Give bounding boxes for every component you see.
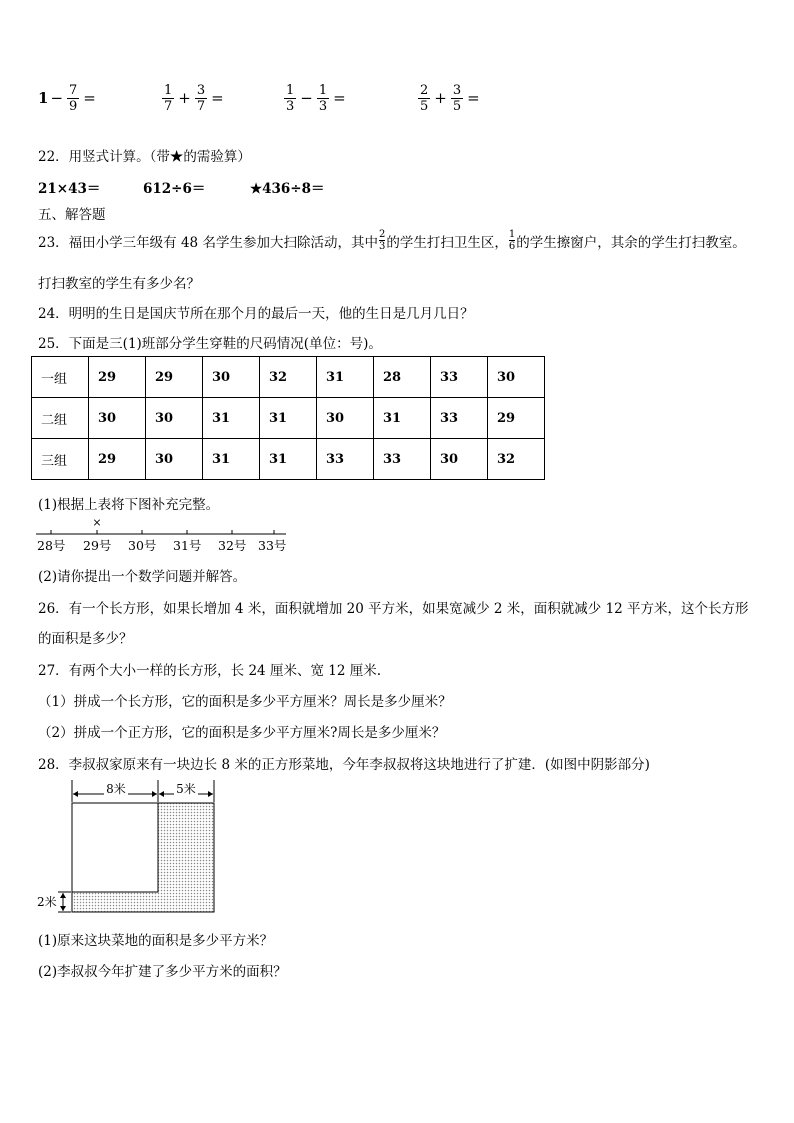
row-label: 三组 bbox=[32, 439, 89, 480]
q23-text-a: 23．福田小学三年级有 48 名学生参加大扫除活动，其中 bbox=[38, 234, 378, 251]
table-cell: 30 bbox=[317, 398, 374, 439]
equals: = bbox=[211, 89, 224, 107]
q23-text-b: 的学生打扫卫生区， bbox=[386, 234, 508, 251]
garden-diagram bbox=[34, 778, 224, 918]
table-cell: 31 bbox=[260, 439, 317, 480]
q25-sub1: (1)根据上表将下图补充完整。 bbox=[38, 497, 220, 513]
table-cell: 29 bbox=[488, 398, 545, 439]
fraction-expr-4 bbox=[416, 78, 482, 118]
operator: − bbox=[300, 89, 313, 107]
q27-title: 27．有两个大小一样的长方形，长 24 厘米、宽 12 厘米. bbox=[38, 663, 381, 679]
q23-line2: 打扫教室的学生有多少名？ bbox=[38, 276, 200, 292]
dim-label-5m: 5米 bbox=[176, 782, 196, 796]
number-line bbox=[34, 515, 294, 555]
table-cell: 31 bbox=[203, 398, 260, 439]
axis-label: 30号 bbox=[128, 538, 157, 553]
fraction: $\frac{3}{5}$ bbox=[452, 82, 462, 114]
equals: = bbox=[333, 89, 346, 107]
fraction: 1 6 bbox=[508, 229, 516, 252]
table-cell: 30 bbox=[146, 439, 203, 480]
fraction: $\frac{1}{3}$ bbox=[318, 82, 328, 114]
dim-label-2m: 2米 bbox=[37, 895, 57, 909]
operator: + bbox=[434, 89, 447, 107]
q28-title: 28．李叔叔家原来有一块边长 8 米的正方形菜地，今年李叔叔将这块地进行了扩建．(如图中阴影部分) bbox=[38, 757, 650, 773]
q25-sub2: (2)请你提出一个数学问题并解答。 bbox=[38, 569, 247, 585]
table-cell: 33 bbox=[431, 398, 488, 439]
table-cell: 30 bbox=[203, 357, 260, 398]
table-row bbox=[32, 398, 545, 439]
table-cell: 33 bbox=[431, 357, 488, 398]
q25-title: 25．下面是三(1)班部分学生穿鞋的尺码情况(单位：号)。 bbox=[38, 336, 382, 352]
shoe-size-table bbox=[31, 356, 545, 480]
row-label: 一组 bbox=[32, 357, 89, 398]
q22-item-3: ★436÷8＝ bbox=[250, 181, 325, 197]
fraction-expr-3 bbox=[282, 78, 348, 118]
row-label: 二组 bbox=[32, 398, 89, 439]
table-cell: 29 bbox=[146, 357, 203, 398]
q28-sub1: (1)原来这块菜地的面积是多少平方米？ bbox=[38, 933, 274, 949]
cross-mark: × bbox=[92, 516, 102, 529]
fraction: $\frac{1}{3}$ bbox=[286, 82, 295, 114]
fraction: $\frac{1}{7}$ bbox=[164, 82, 173, 114]
table-cell: 30 bbox=[146, 398, 203, 439]
q23-line1 bbox=[38, 229, 746, 252]
q24-text: 24．明明的生日是国庆节所在那个月的最后一天，他的生日是几月几日？ bbox=[38, 306, 474, 322]
fraction: $\frac{3}{7}$ bbox=[196, 82, 206, 114]
axis-label: 29号 bbox=[83, 538, 112, 553]
fraction: $\frac{2}{5}$ bbox=[420, 82, 429, 114]
section-heading: 五、解答题 bbox=[38, 207, 106, 223]
q22-item-2: 612÷6＝ bbox=[143, 181, 206, 197]
table-cell: 29 bbox=[89, 439, 146, 480]
table-cell: 33 bbox=[317, 439, 374, 480]
table-cell: 31 bbox=[317, 357, 374, 398]
table-row bbox=[32, 439, 545, 480]
fraction: 2 3 bbox=[378, 229, 386, 252]
table-cell: 30 bbox=[431, 439, 488, 480]
q22-item-1: 21×43＝ bbox=[38, 181, 101, 197]
q26-line2: 的面积是多少？ bbox=[38, 631, 133, 647]
q26-line1: 26．有一个长方形，如果长增加 4 米，面积就增加 20 平方米，如果宽减少 2 米，面积就减少 12 平方米，这个长方形 bbox=[38, 601, 749, 617]
table-cell: 31 bbox=[260, 398, 317, 439]
q27-sub1: （1）拼成一个长方形，它的面积是多少平方厘米？周长是多少厘米？ bbox=[38, 694, 452, 710]
q22-title: 22．用竖式计算。（带★的需验算） bbox=[38, 149, 251, 165]
table-cell: 31 bbox=[203, 439, 260, 480]
fraction: $\frac{7}{9}$ bbox=[69, 82, 78, 114]
equals: = bbox=[83, 89, 96, 107]
dim-label-8m: 8米 bbox=[106, 782, 126, 796]
equals: = bbox=[467, 89, 480, 107]
table-cell: 33 bbox=[374, 439, 431, 480]
fraction-expr-1 bbox=[38, 78, 98, 118]
table-cell: 28 bbox=[374, 357, 431, 398]
table-cell: 32 bbox=[488, 439, 545, 480]
axis-label: 33号 bbox=[258, 538, 287, 553]
q28-sub2: (2)李叔叔今年扩建了多少平方米的面积？ bbox=[38, 964, 287, 980]
table-cell: 30 bbox=[488, 357, 545, 398]
operator: + bbox=[178, 89, 191, 107]
q27-sub2: （2）拼成一个正方形，它的面积是多少平方厘米?周长是多少厘米？ bbox=[38, 725, 446, 741]
axis-label: 31号 bbox=[173, 538, 202, 553]
axis-label: 32号 bbox=[218, 538, 247, 553]
table-cell: 32 bbox=[260, 357, 317, 398]
fraction-expr-2 bbox=[160, 78, 226, 118]
q23-text-c: 的学生擦窗户，其余的学生打扫教室。 bbox=[516, 234, 746, 251]
axis-label: 28号 bbox=[37, 538, 66, 553]
table-row bbox=[32, 357, 545, 398]
table-cell: 31 bbox=[374, 398, 431, 439]
table-cell: 30 bbox=[89, 398, 146, 439]
whole-number: 1 bbox=[38, 89, 49, 107]
table-cell: 29 bbox=[89, 357, 146, 398]
operator: − bbox=[50, 89, 64, 107]
original-square bbox=[72, 803, 158, 892]
